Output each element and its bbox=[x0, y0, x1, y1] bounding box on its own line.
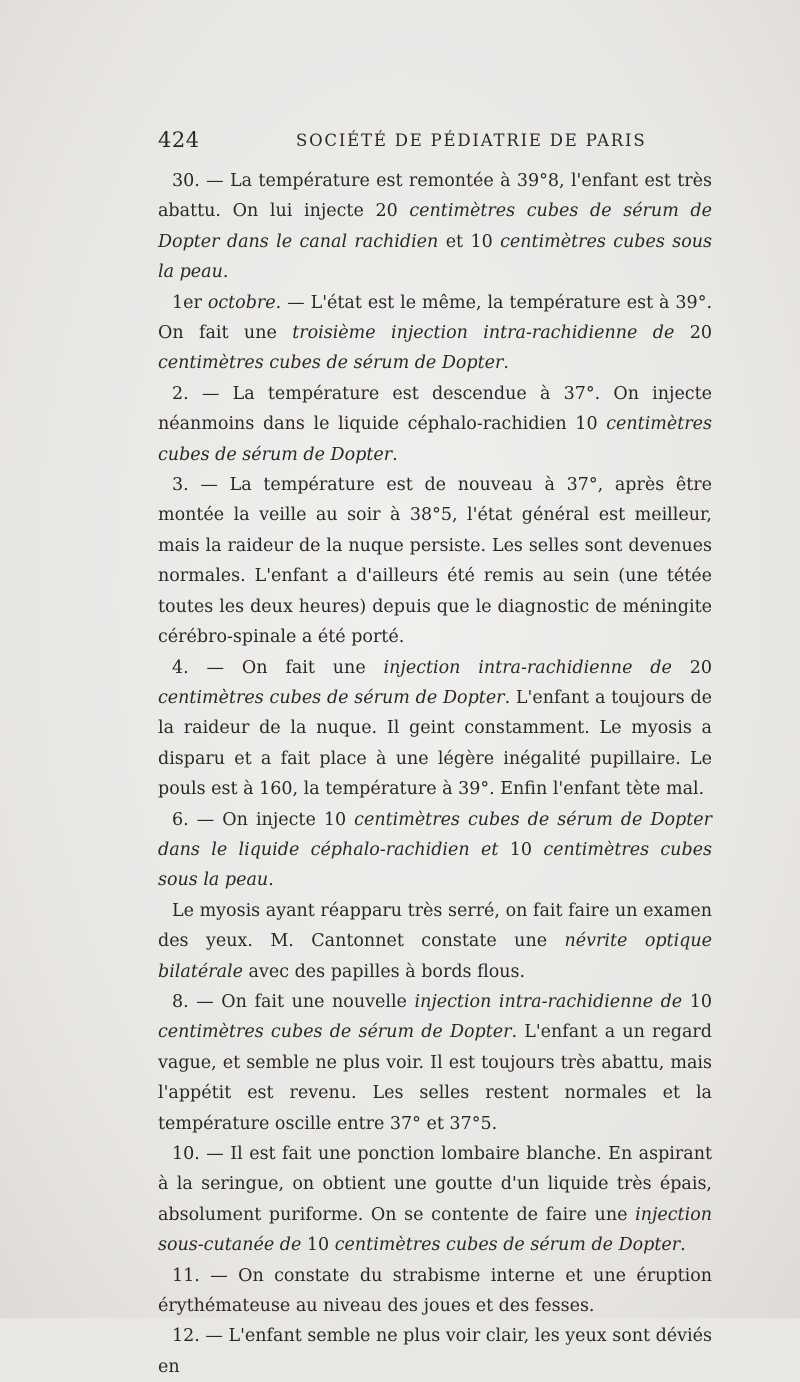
paragraph: Le myosis ayant réapparu très serré, on fait faire un examen des yeux. M. Cantonnet constate une névrite optique bilatérale avec des papilles à bords flous. bbox=[158, 900, 713, 982]
paragraph: 1er octobre. — L'état est le même, la température est à 39°. On fait une troisième injection intra-rachidienne de 20 centimètres cubes de sérum de Dopter. bbox=[158, 292, 713, 374]
page-header bbox=[158, 128, 718, 158]
running-title: SOCIÉTÉ DE PÉDIATRIE DE PARIS bbox=[296, 131, 647, 150]
paragraph: 3. — La température est de nouveau à 37°, après être montée la veille au soir à 38°5, l'état général est meilleur, mais la raideur de la nuque persiste. Les selles sont devenues normales. L'enfant a d'ailleurs été remis au sein (une tétée toutes les deux heures) depuis que le diagnostic de méningite cérébro-spinale a été porté. bbox=[158, 475, 712, 648]
page-number: 424 bbox=[158, 128, 200, 152]
paragraph: 10. — Il est fait une ponction lombaire blanche. En aspirant à la seringue, on obtient une goutte d'un liquide très épais, absolument puriforme. On se contente de faire une injection sous-cutanée de 10 centimètres cubes de sérum de Dopter. bbox=[158, 1144, 712, 1256]
paragraph: 8. — On fait une nouvelle injection intra-rachidienne de 10 centimètres cubes de sérum de Dopter. L'enfant a un regard vague, et semble ne plus voir. Il est toujours très abattu, mais l'appétit est revenu. Les selles restent normales et la température oscille entre 37° et 37°5. bbox=[158, 991, 712, 1134]
paragraph: 30. — La température est remontée à 39°8, l'enfant est très abattu. On lui injecte 20 centimètres cubes de sérum de Dopter dans le canal rachidien et 10 centimètres cubes sous la peau. bbox=[158, 171, 712, 283]
body-text bbox=[158, 166, 712, 1382]
paragraph: 11. — On constate du strabisme interne et une éruption érythémateuse au niveau des joues et des fesses. bbox=[158, 1265, 712, 1317]
paragraph: 4. — On fait une injection intra-rachidienne de 20 centimètres cubes de sérum de Dopter. L'enfant a toujours de la raideur de la nuque. Il geint constamment. Le myosis a disparu et a fait place à une légère inégalité pupillaire. Le pouls est à 160, la température à 39°. Enfin l'enfant tète mal. bbox=[158, 657, 712, 800]
paragraph: 6. — On injecte 10 centimètres cubes de sérum de Dopter dans le liquide céphalo-rachidien et 10 centimètres cubes sous la peau. bbox=[158, 809, 712, 891]
paragraph: 2. — La température est descendue à 37°. On injecte néanmoins dans le liquide céphalo-rachidien 10 centimètres cubes de sérum de Dopter. bbox=[158, 383, 712, 465]
paragraph: 12. — L'enfant semble ne plus voir clair, les yeux sont déviés en bbox=[158, 1326, 712, 1377]
